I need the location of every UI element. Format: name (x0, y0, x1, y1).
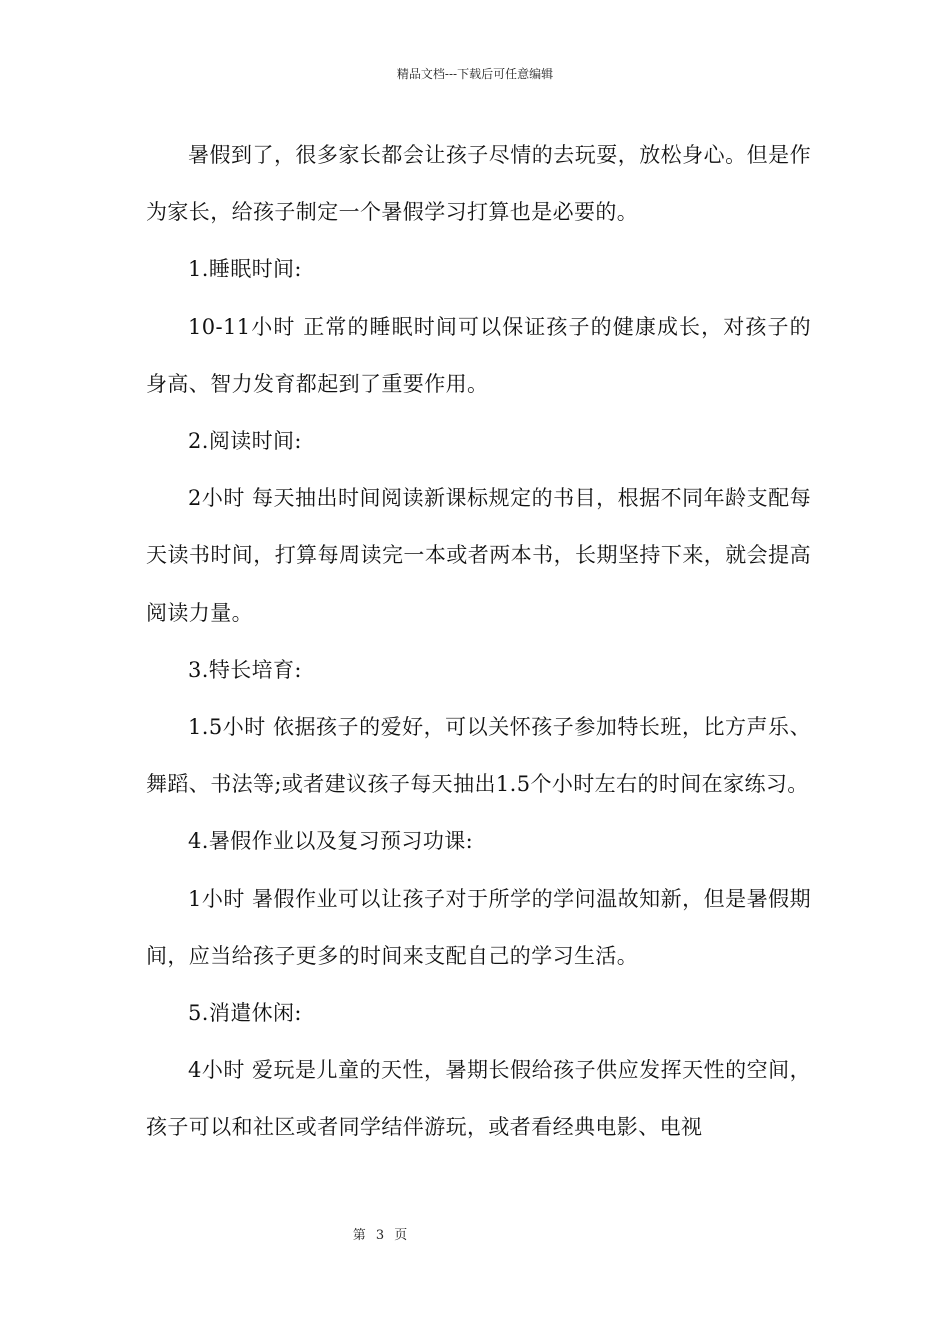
document-body (146, 127, 811, 1157)
page-header: 精品文档---下载后可任意编辑 (396, 67, 554, 81)
page-footer (0, 1227, 760, 1245)
paragraph-homework: 1小时 暑假作业可以让孩子对于所学的学问温故知新，但是暑假期间，应当给孩子更多的时间来支配自己的学习生活。 (146, 886, 811, 968)
paragraph-reading-time: 2小时 每天抽出时间阅读新课标规定的书目，根据不同年龄支配每天读书时间，打算每周读完一本或者两本书，长期坚持下来，就会提高阅读力量。 (146, 486, 811, 625)
heading-homework: 4.暑假作业以及复习预习功课: (188, 829, 474, 854)
page-number: 3 (375, 1228, 385, 1243)
paragraph-sleep-time: 10-11小时 正常的睡眠时间可以保证孩子的健康成长，对孩子的身高、智力发育都起到了重要作用。 (146, 314, 811, 396)
paragraph-intro: 暑假到了，很多家长都会让孩子尽情的去玩耍，放松身心。但是作为家长，给孩子制定一个暑假学习打算也是必要的。 (146, 143, 811, 225)
page-footer-suffix: 页 (394, 1228, 408, 1243)
paragraph-leisure: 4小时 爱玩是儿童的天性，暑期长假给孩子供应发挥天性的空间，孩子可以和社区或者同学结伴游玩，或者看经典电影、电视 (146, 1058, 811, 1140)
paragraph-talent-training: 1.5小时 依据孩子的爱好，可以关怀孩子参加特长班，比方声乐、舞蹈、书法等;或者建议孩子每天抽出1.5个小时左右的时间在家练习。 (146, 715, 811, 797)
page-footer-prefix: 第 (352, 1228, 366, 1243)
heading-leisure: 5.消遣休闲: (188, 1001, 302, 1026)
heading-reading-time: 2.阅读时间: (188, 429, 302, 454)
heading-talent-training: 3.特长培育: (188, 657, 302, 682)
heading-sleep-time: 1.睡眠时间: (188, 257, 302, 282)
